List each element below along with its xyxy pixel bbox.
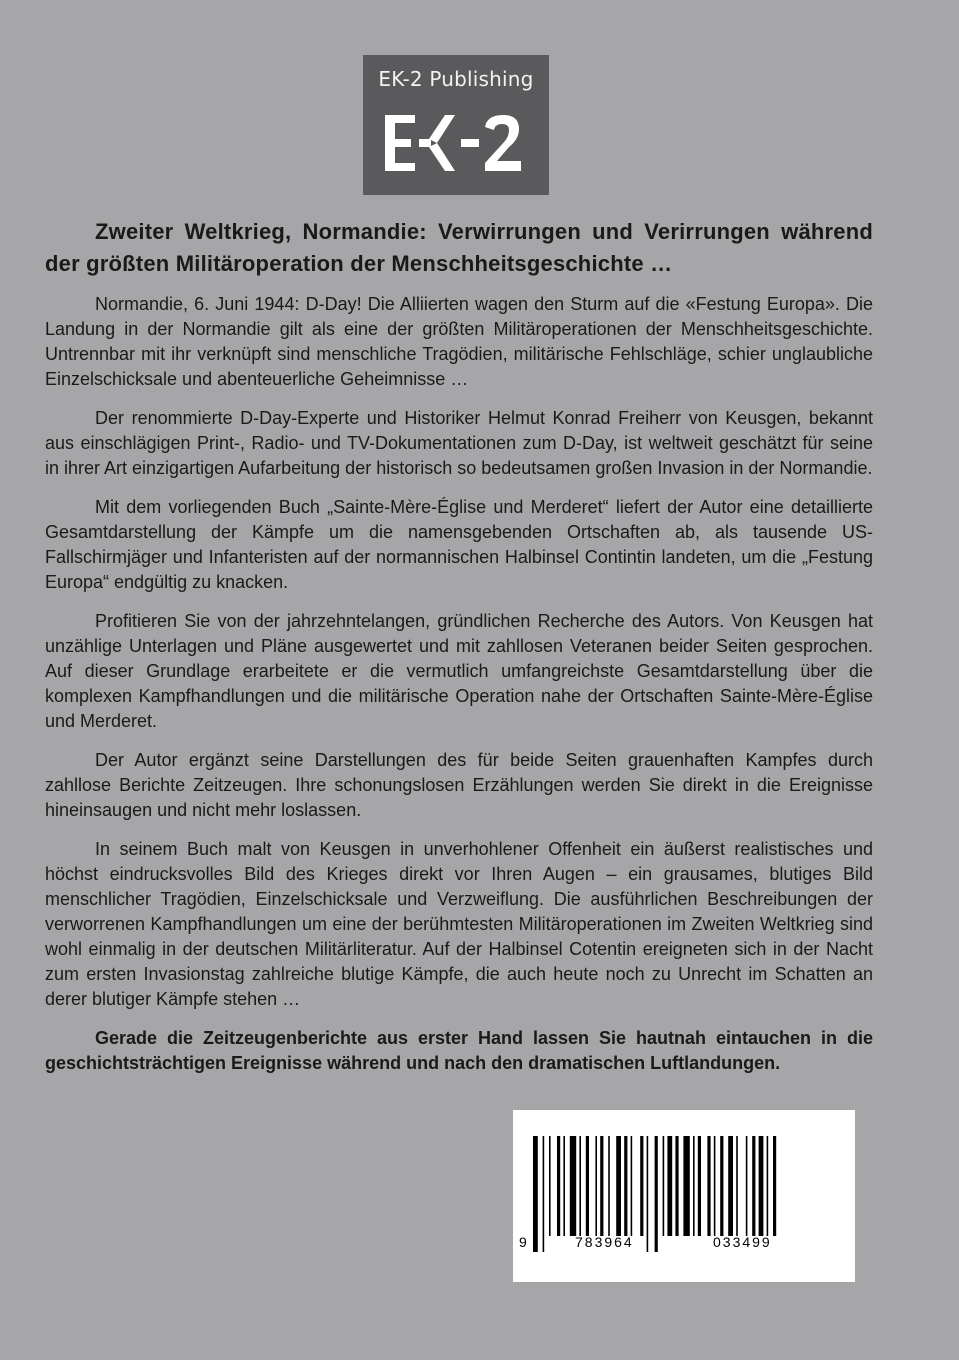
paragraph-4: Profitieren Sie von der jahrzehntelangen, gründlichen Recherche des Autors. Von Keusgen hat unzählige Unterlagen und Pläne ausgewertet und mit zahllosen Veteranen beider Seiten gesprochen. Auf dieser Grundlage erarbeitete er die vermutlich umfangreichste Gesamtdarstellung über die komplexen Kampfhandlungen und die militärische Operation nahe der Ortschaften Sainte-Mère-Église und Merderet. [45, 611, 873, 731]
paragraph-5: Der Autor ergänzt seine Darstellungen des für beide Seiten grauenhaften Kampfes durch zahllose Berichte Zeitzeugen. Ihre schonungslosen Erzählungen werden Sie direkt in die Ereignisse hineinsaugen und nicht mehr loslassen. [45, 750, 873, 820]
barcode-bar [707, 1136, 710, 1236]
paragraph-3: Mit dem vorliegenden Buch „Sainte-Mère-Église und Merderet“ liefert der Autor eine detaillierte Gesamtdarstellung der Kämpfe um die namensgebenden Ortschaften ab, als tausende US-Fallschirmjäger und Infanteristen auf der normannischen Halbinsel Contintin landeten, um die „Festung Europa“ endgültig zu knacken. [45, 497, 873, 592]
barcode-bar [752, 1136, 755, 1236]
barcode-right-digits: 033499 [713, 1234, 772, 1250]
barcode-bar [579, 1136, 581, 1236]
barcode-bar [693, 1136, 695, 1236]
barcode-bar [667, 1136, 672, 1236]
barcode-bar [600, 1136, 603, 1236]
barcode-bars [513, 1110, 855, 1282]
barcode-bar [608, 1136, 610, 1236]
barcode-left-digits: 783964 [575, 1234, 634, 1250]
publisher-logo [363, 55, 549, 195]
barcode-bar [647, 1136, 649, 1252]
barcode-bar [767, 1136, 769, 1236]
headline: Zweiter Weltkrieg, Normandie: Verwirrungen und Verirrungen während der größten Militäroperation der Menschheitsgeschichte … [45, 219, 873, 276]
barcode-bar [640, 1136, 643, 1236]
barcode-bar [759, 1136, 764, 1236]
barcode-bar [549, 1136, 551, 1236]
barcode-bar [773, 1136, 776, 1236]
closing-paragraph: Gerade die Zeitzeugenberichte aus erster Hand lassen Sie hautnah eintauchen in die geschichtsträchtigen Ereignisse während und nach den dramatischen Luftlandungen. [45, 1028, 873, 1073]
barcode-bar [720, 1136, 723, 1236]
barcode-bar [557, 1136, 560, 1236]
barcode-bar [586, 1136, 589, 1236]
barcode-bar [663, 1136, 665, 1236]
publisher-name: EK-2 Publishing [378, 67, 534, 91]
barcode-bar [616, 1136, 621, 1236]
barcode-bar [570, 1136, 576, 1236]
barcode-bar [714, 1136, 716, 1236]
paragraph-6: In seinem Buch malt von Keusgen in unverhohlener Offenheit ein äußerst realistisches und höchst eindrucksvolles Bild des Krieges direkt vor Ihren Augen – ein grausames, blutiges Bild menschlicher Tragödien, Einzelschicksale und Verzweiflung. Die ausführlichen Beschreibungen der verworrenen Kampfhandlungen um eine der berühmtesten Militäroperationen im Zweiten Weltkrieg sind wohl einmalig in der deutschen Militärliteratur. Auf der Halbinsel Cotentin ereigneten sich in der Nacht zum ersten Invasionstag zahlreiche blutige Kämpfe, die auch heute noch zu Unrecht im Schatten an derer blutiger Kämpfe stehen … [45, 839, 873, 1009]
isbn-barcode [513, 1110, 855, 1282]
barcode-bar [655, 1136, 658, 1252]
barcode-bar [675, 1136, 678, 1236]
barcode-bar [736, 1136, 738, 1236]
barcode-bar [746, 1136, 748, 1236]
barcode-bar [595, 1136, 597, 1236]
barcode-bar [624, 1136, 627, 1236]
barcode-bar [543, 1136, 545, 1252]
back-cover-text [45, 216, 873, 1090]
barcode-bar [631, 1136, 633, 1236]
ek2-logo-mark [383, 111, 529, 175]
barcode-bar [533, 1136, 538, 1252]
paragraph-2: Der renommierte D-Day-Experte und Historiker Helmut Konrad Freiherr von Keusgen, bekannt aus einschlägigen Print-, Radio- und TV-Dokumentationen zum D-Day, ist weltweit geschätzt für seine in ihrer Art einzigartigen Aufarbeitung der historisch so bedeutsamen großen Invasion in der Normandie. [45, 408, 873, 478]
barcode-bar [683, 1136, 689, 1236]
paragraph-1: Normandie, 6. Juni 1944: D-Day! Die Alliierten wagen den Sturm auf die «Festung Europa». Die Landung in der Normandie gilt als eine der größten Militäroperationen der Menschheitsgeschichte. Untrennbar mit ihr verknüpft sind menschliche Tragödien, militärische Fehlschläge, schier unglaubliche Einzelschicksale und abenteuerliche Geheimnisse … [45, 294, 873, 389]
barcode-lead-digit: 9 [519, 1234, 527, 1250]
barcode-bar [728, 1136, 733, 1236]
barcode-bar [698, 1136, 701, 1236]
barcode-bar [563, 1136, 565, 1236]
